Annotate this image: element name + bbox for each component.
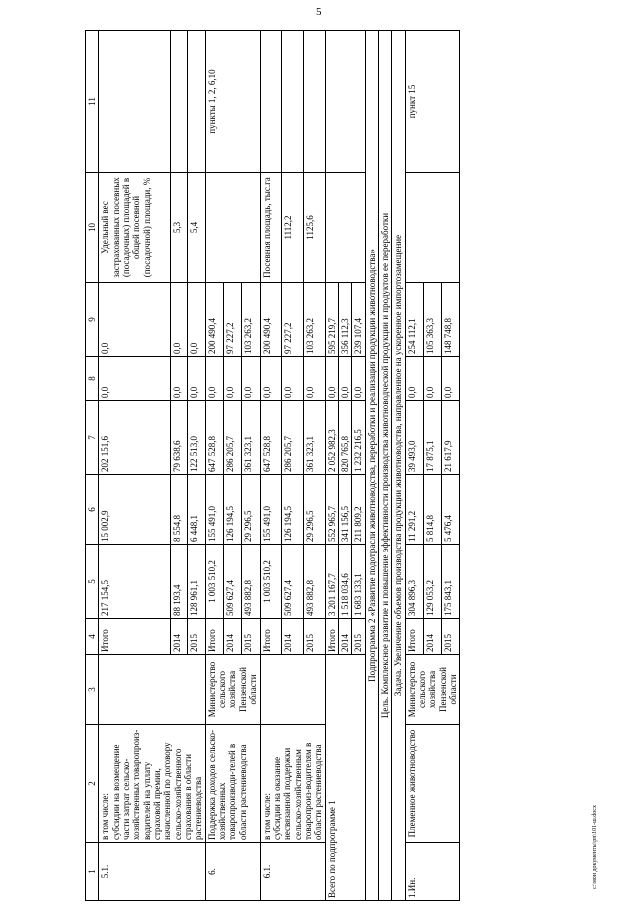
year-cell: 2014 (224, 619, 242, 655)
regional-cell: 1 232 216,5 (352, 401, 365, 475)
measure-prefix: в том числе: (261, 793, 272, 840)
municipal-cell: 0,0 (99, 357, 171, 401)
federal-cell: 155 491,0 (205, 475, 223, 545)
measure-text: субсидии на возмещение части затрат сельско-хозяйственных товаропроиз-водителей на уплату страховой премии, начисленной по договору сельско-хозяйственного страхования в области растениеводства (110, 729, 204, 840)
indicator-cell (405, 173, 460, 283)
extra-cell: 105 363,3 (423, 283, 441, 357)
regional-cell: 286 205,7 (282, 401, 304, 475)
regional-cell: 17 875,1 (423, 401, 441, 475)
total-cell: 3 201 167,7 (325, 545, 338, 619)
municipal-cell: 0,0 (338, 357, 351, 401)
federal-cell: 341 156,5 (338, 475, 351, 545)
subtotal-label: Всего по подпрограмме 1 (325, 655, 365, 901)
rotated-table-sheet (85, 31, 575, 901)
year-cell: 2015 (242, 619, 260, 655)
header-cell: 4 (86, 619, 99, 655)
year-cell: 2014 (423, 619, 441, 655)
federal-cell: 126 194,5 (224, 475, 242, 545)
municipal-cell: 0,0 (423, 357, 441, 401)
indicator-value: 5,3 (170, 173, 187, 283)
page-number: 5 (316, 6, 322, 18)
federal-cell: 552 965,7 (325, 475, 338, 545)
total-cell: 1 003 510,2 (205, 545, 223, 619)
total-cell: 509 627,4 (282, 545, 304, 619)
points-cell (325, 31, 365, 173)
subprogram-title: Подпрограмма 2 «Развитие подотрасли животноводства, переработки и реализации продукции животноводства» (365, 31, 378, 901)
points-cell (188, 31, 205, 173)
measure-name: Поддержка доходов сельско-хозяйственных товаропроизводи-телей в области растениеводства (205, 725, 260, 843)
header-row (86, 31, 99, 901)
extra-cell: 356 112,3 (338, 283, 351, 357)
extra-cell: 97 227,2 (224, 283, 242, 357)
federal-cell: 155 491,0 (260, 475, 282, 545)
year-cell: 2015 (352, 619, 365, 655)
federal-cell: 6 448,1 (188, 475, 205, 545)
indicator-value: 1112,2 (282, 173, 304, 283)
header-cell: 3 (86, 655, 99, 725)
table-row (325, 31, 338, 901)
header-cell: 10 (86, 173, 99, 283)
regional-cell: 202 151,6 (99, 401, 171, 475)
regional-cell: 361 323,1 (242, 401, 260, 475)
total-cell: 493 882,8 (242, 545, 260, 619)
municipal-cell: 0,0 (260, 357, 282, 401)
section-row (378, 31, 391, 901)
table-row (205, 31, 223, 901)
indicator-cell: Посевная площадь, тыс.га (260, 173, 282, 283)
regional-cell: 21 617,9 (442, 401, 460, 475)
header-cell: 1 (86, 843, 99, 901)
federal-cell: 5 814,8 (423, 475, 441, 545)
indicator-value: 5,4 (188, 173, 205, 283)
municipal-cell: 0,0 (224, 357, 242, 401)
indicator-cell (205, 173, 260, 283)
header-cell: 7 (86, 401, 99, 475)
regional-cell: 647 528,8 (260, 401, 282, 475)
municipal-cell: 0,0 (188, 357, 205, 401)
extra-cell: 0,0 (170, 283, 187, 357)
extra-cell: 0,0 (99, 283, 171, 357)
federal-cell: 5 476,4 (442, 475, 460, 545)
measure-text: субсидии на оказание несвязанной поддержки сельско-хозяйственным товаропроиз-водителям в области растениеводства (271, 742, 324, 840)
year-cell: Итого (99, 619, 171, 655)
extra-cell: 239 107,4 (352, 283, 365, 357)
points-cell (303, 31, 325, 173)
measure-name: Племенное животноводство (405, 725, 460, 843)
municipal-cell: 0,0 (325, 357, 338, 401)
total-cell: 1 518 034,6 (338, 545, 351, 619)
year-cell: Итого (325, 619, 338, 655)
file-path-footer: c:\мои документы\рп\101-ш.docx (592, 805, 598, 889)
points-cell: пункт 15 (405, 31, 460, 173)
points-cell (260, 31, 282, 173)
header-cell: 9 (86, 283, 99, 357)
extra-cell: 97 227,2 (282, 283, 304, 357)
federal-cell: 29 296,5 (242, 475, 260, 545)
regional-cell: 2 052 982,3 (325, 401, 338, 475)
extra-cell: 254 112,1 (405, 283, 423, 357)
points-cell: пункты 1, 2, 6,10 (205, 31, 260, 173)
total-cell: 217 154,5 (99, 545, 171, 619)
extra-cell: 103 263,2 (303, 283, 325, 357)
row-number: 6. (205, 843, 260, 901)
header-cell: 8 (86, 357, 99, 401)
points-cell (282, 31, 304, 173)
header-cell: 11 (86, 31, 99, 173)
extra-cell: 0,0 (188, 283, 205, 357)
regional-cell: 361 323,1 (303, 401, 325, 475)
executor (99, 655, 205, 725)
municipal-cell: 0,0 (282, 357, 304, 401)
federal-cell: 211 809,2 (352, 475, 365, 545)
executor: Министерство сельского хозяйства Пензенской области (405, 655, 460, 725)
municipal-cell: 0,0 (242, 357, 260, 401)
year-cell: 2014 (282, 619, 304, 655)
total-cell: 88 193,4 (170, 545, 187, 619)
points-cell (170, 31, 187, 173)
table-row (405, 31, 423, 901)
indicator-value: 1125,6 (303, 173, 325, 283)
subprogram-task: Задача. Увеличение объемов производства продукции животноводства, направленное на ускоренное импортозамещение (392, 31, 405, 901)
year-cell: Итого (260, 619, 282, 655)
header-cell: 6 (86, 475, 99, 545)
header-cell: 2 (86, 725, 99, 843)
municipal-cell: 0,0 (405, 357, 423, 401)
total-cell: 509 627,4 (224, 545, 242, 619)
total-cell: 1 683 133,1 (352, 545, 365, 619)
year-cell: 2014 (170, 619, 187, 655)
measure-name (99, 725, 205, 843)
year-cell: 2014 (338, 619, 351, 655)
federal-cell: 8 554,8 (170, 475, 187, 545)
table-row (260, 31, 282, 901)
total-cell: 175 843,1 (442, 545, 460, 619)
year-cell: 2015 (303, 619, 325, 655)
indicator-cell: Удельный вес застрахованных посевных (посадочных) площадей в общей посевной (посадочной) площади, % (99, 173, 171, 283)
regional-cell: 122 513,0 (188, 401, 205, 475)
extra-cell: 148 748,8 (442, 283, 460, 357)
row-number: 1.Ин. (405, 843, 460, 901)
municipal-cell: 0,0 (170, 357, 187, 401)
executor (260, 655, 325, 725)
executor: Министерство сельского хозяйства Пензенской области (205, 655, 260, 725)
total-cell: 493 882,8 (303, 545, 325, 619)
total-cell: 128 961,1 (188, 545, 205, 619)
total-cell: 304 896,3 (405, 545, 423, 619)
municipal-cell: 0,0 (442, 357, 460, 401)
municipal-cell: 0,0 (303, 357, 325, 401)
row-number: 6.1. (260, 843, 325, 901)
measure-name (260, 725, 325, 843)
regional-cell: 820 765,8 (338, 401, 351, 475)
year-cell: 2015 (188, 619, 205, 655)
federal-cell: 11 291,2 (405, 475, 423, 545)
section-row (392, 31, 405, 901)
program-table (85, 30, 460, 901)
extra-cell: 200 490,4 (260, 283, 282, 357)
year-cell: Итого (405, 619, 423, 655)
federal-cell: 29 296,5 (303, 475, 325, 545)
extra-cell: 595 219,7 (325, 283, 338, 357)
extra-cell: 103 263,2 (242, 283, 260, 357)
header-cell: 5 (86, 545, 99, 619)
total-cell: 129 053,2 (423, 545, 441, 619)
municipal-cell: 0,0 (352, 357, 365, 401)
regional-cell: 79 638,6 (170, 401, 187, 475)
federal-cell: 126 194,5 (282, 475, 304, 545)
row-number: 5.1. (99, 843, 205, 901)
regional-cell: 647 528,8 (205, 401, 223, 475)
indicator-cell (325, 173, 365, 283)
extra-cell: 200 490,4 (205, 283, 223, 357)
subprogram-goal: Цель. Комплексное развитие и повышение эффективности производства животноводческой продукции и продуктов ее переработки (378, 31, 391, 901)
federal-cell: 15 002,9 (99, 475, 171, 545)
measure-prefix: в том числе: (100, 793, 111, 840)
total-cell: 1 003 510,2 (260, 545, 282, 619)
table-row (99, 31, 171, 901)
regional-cell: 286 205,7 (224, 401, 242, 475)
section-row (365, 31, 378, 901)
regional-cell: 39 493,0 (405, 401, 423, 475)
municipal-cell: 0,0 (205, 357, 223, 401)
year-cell: Итого (205, 619, 223, 655)
points-cell (99, 31, 171, 173)
year-cell: 2015 (442, 619, 460, 655)
